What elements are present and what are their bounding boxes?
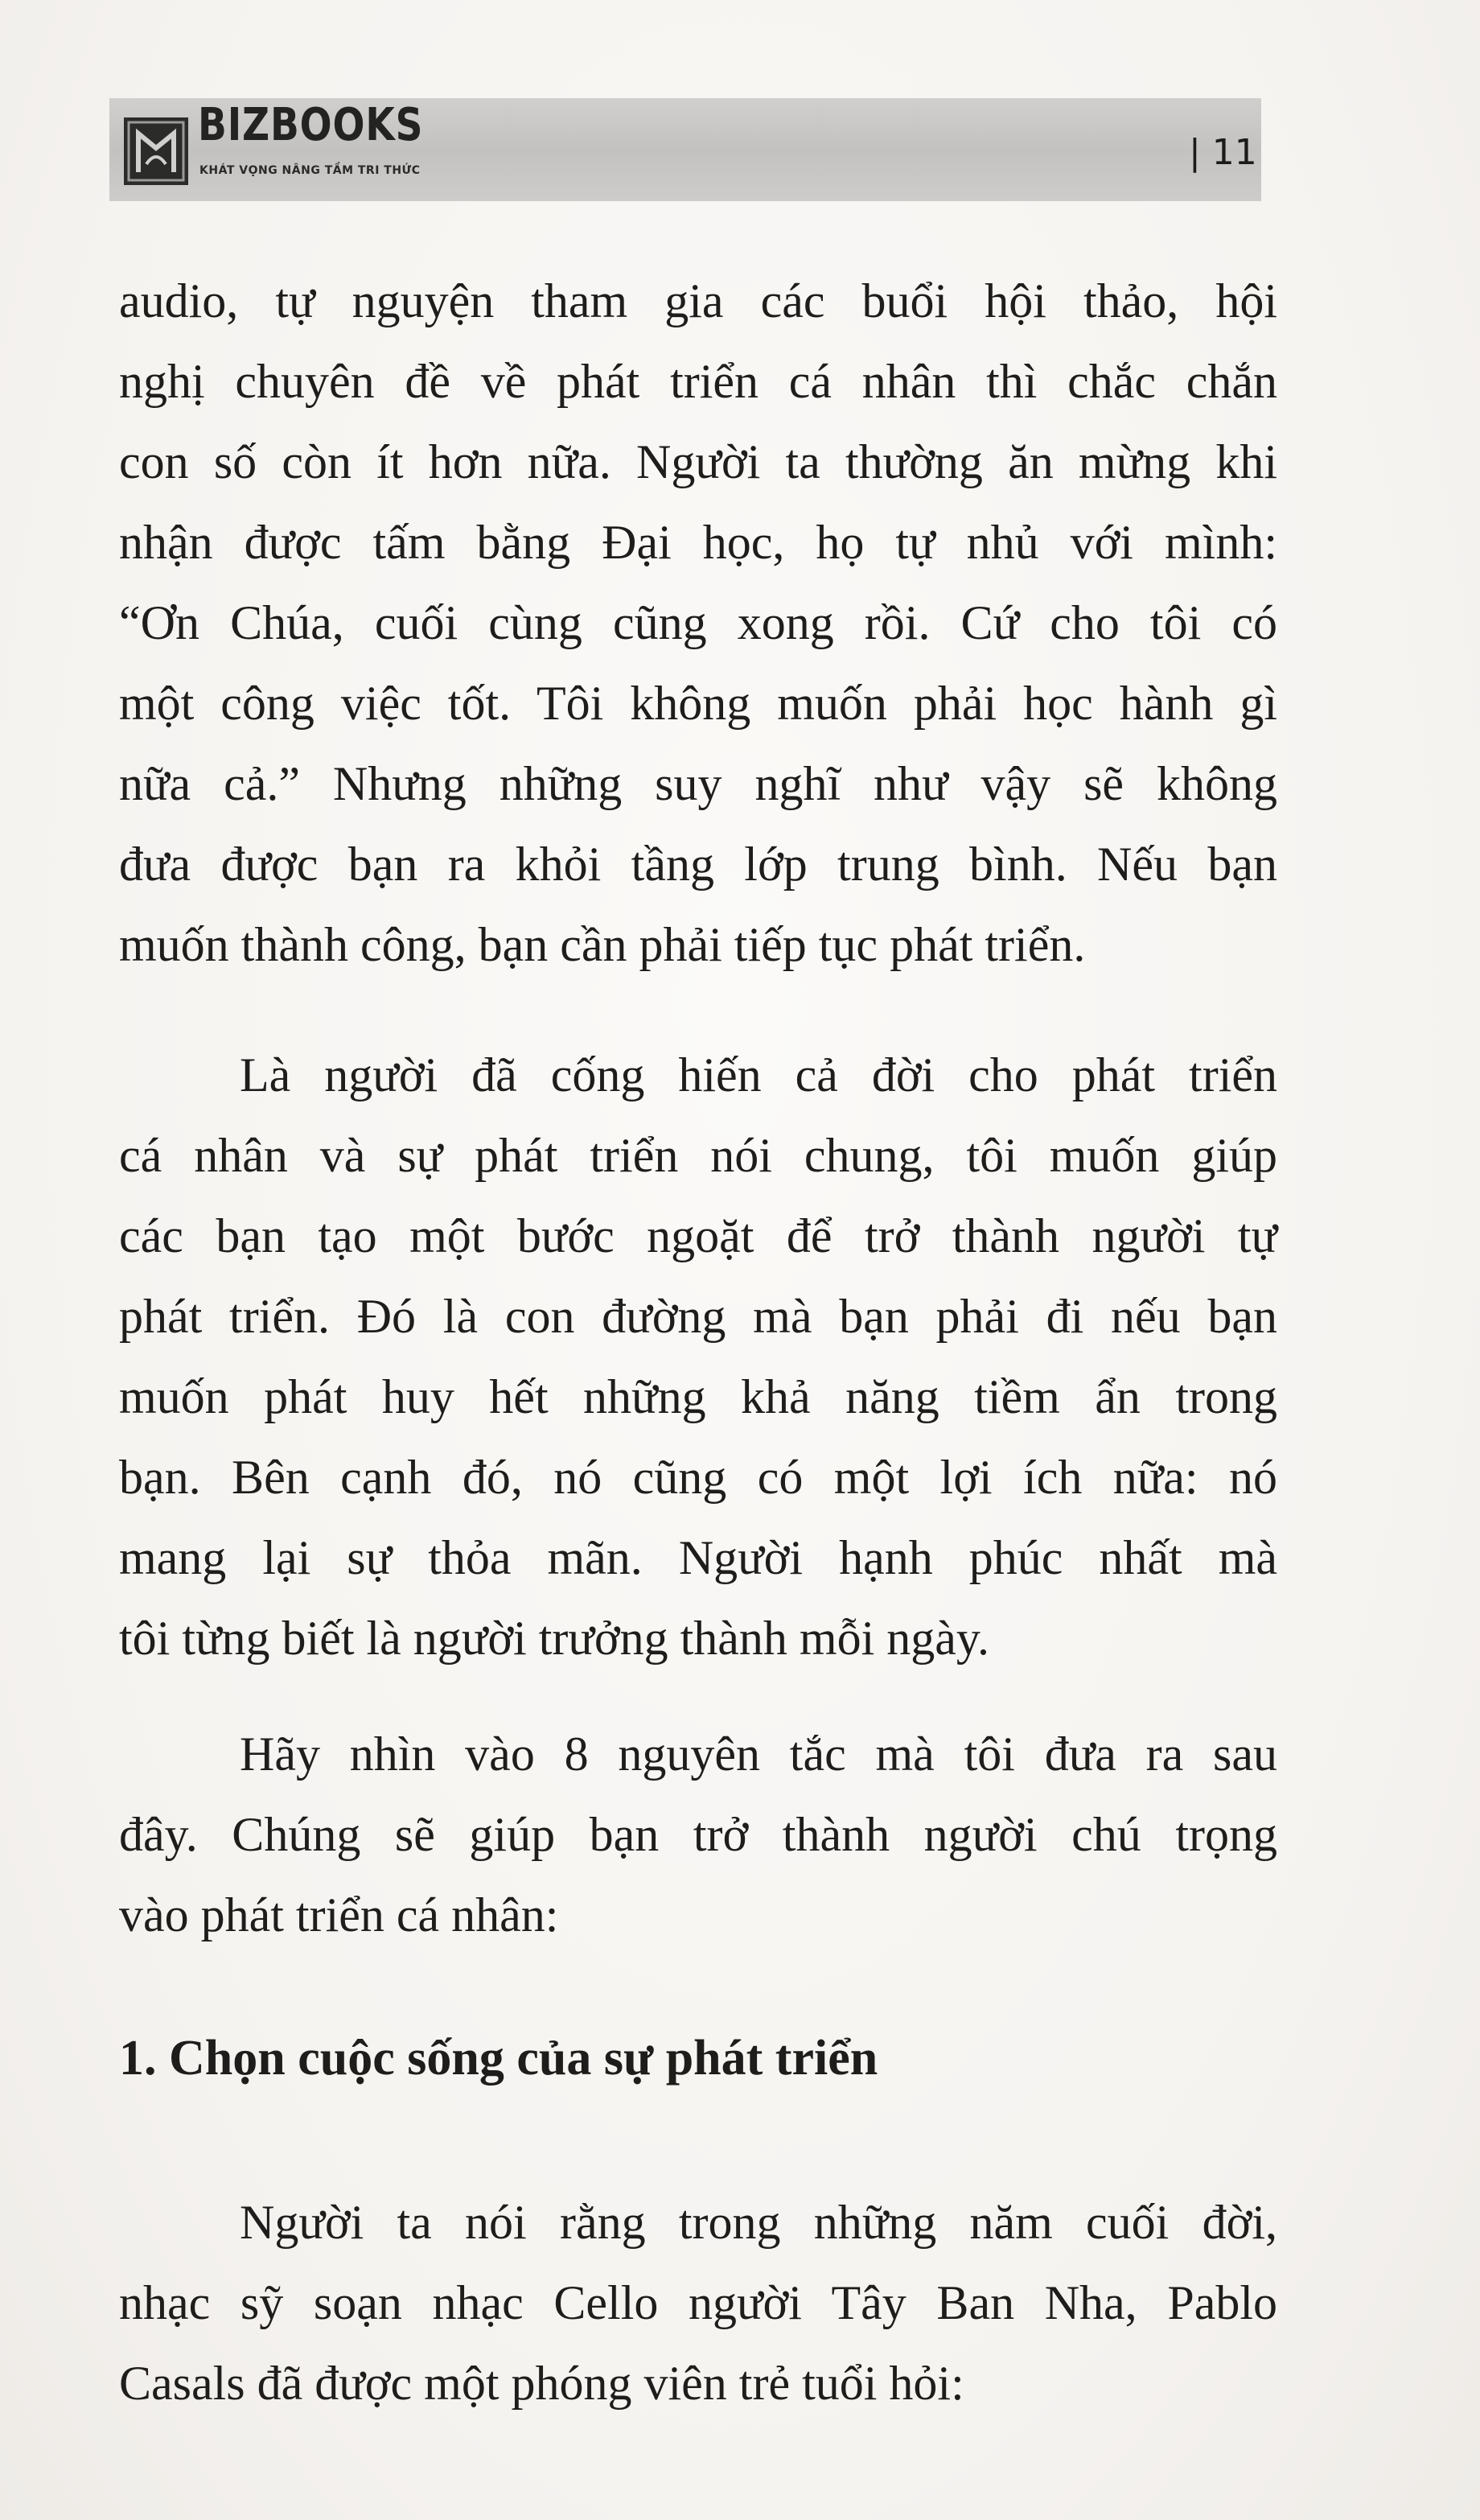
text-line: vào phát triển cá nhân: (119, 1888, 559, 1941)
text-line: một công việc tốt. Tôi không muốn phải học hành gì (119, 677, 1277, 730)
text-line: đây. Chúng sẽ giúp bạn trở thành người chú trọng (119, 1808, 1277, 1861)
paragraph-1 (119, 261, 1277, 985)
text-line: nhận được tấm bằng Đại học, họ tự nhủ với mình: (119, 516, 1277, 569)
text-line: muốn thành công, bạn cần phải tiếp tục phát triển. (119, 918, 1086, 971)
paragraph-4 (119, 2182, 1277, 2423)
text-line: “Ơn Chúa, cuối cùng cũng xong rồi. Cứ cho tôi có (119, 596, 1277, 649)
text-line: bạn. Bên cạnh đó, nó cũng có một lợi ích nữa: nó (119, 1451, 1277, 1504)
text-line: nhạc sỹ soạn nhạc Cello người Tây Ban Nha, Pablo (119, 2276, 1277, 2329)
paragraph-2 (119, 1035, 1277, 1678)
text-line: phát triển. Đó là con đường mà bạn phải đi nếu bạn (119, 1290, 1277, 1343)
bizbooks-logo-icon (122, 116, 190, 187)
text-line: nữa cả.” Nhưng những suy nghĩ như vậy sẽ không (119, 757, 1277, 810)
text-line: mang lại sự thỏa mãn. Người hạnh phúc nhất mà (119, 1531, 1277, 1584)
paragraph-3 (119, 1714, 1277, 1955)
section-heading: 1. Chọn cuộc sống của sự phát triển (119, 2031, 878, 2086)
text-line: audio, tự nguyện tham gia các buổi hội thảo, hội (119, 274, 1277, 327)
text-line: nghị chuyên đề về phát triển cá nhân thì chắc chắn (119, 355, 1277, 408)
page-number: | 11 (1189, 132, 1257, 173)
text-line: các bạn tạo một bước ngoặt để trở thành người tự (119, 1209, 1277, 1262)
text-line: tôi từng biết là người trưởng thành mỗi ngày. (119, 1612, 989, 1665)
text-line: cá nhân và sự phát triển nói chung, tôi muốn giúp (119, 1129, 1277, 1182)
text-line: Casals đã được một phóng viên trẻ tuổi hỏi: (119, 2357, 964, 2410)
text-line: muốn phát huy hết những khả năng tiềm ẩn trong (119, 1370, 1277, 1423)
text-line: đưa được bạn ra khỏi tầng lớp trung bình. Nếu bạn (119, 838, 1277, 891)
text-line: Là người đã cống hiến cả đời cho phát triển (240, 1048, 1277, 1101)
text-line: Người ta nói rằng trong những năm cuối đời, (240, 2196, 1277, 2249)
text-line: con số còn ít hơn nữa. Người ta thường ăn mừng khi (119, 435, 1277, 488)
brand-name: BIZBOOKS (198, 99, 424, 151)
text-line: Hãy nhìn vào 8 nguyên tắc mà tôi đưa ra sau (240, 1727, 1277, 1781)
brand-tagline: KHÁT VỌNG NÂNG TẦM TRI THỨC (199, 164, 421, 177)
